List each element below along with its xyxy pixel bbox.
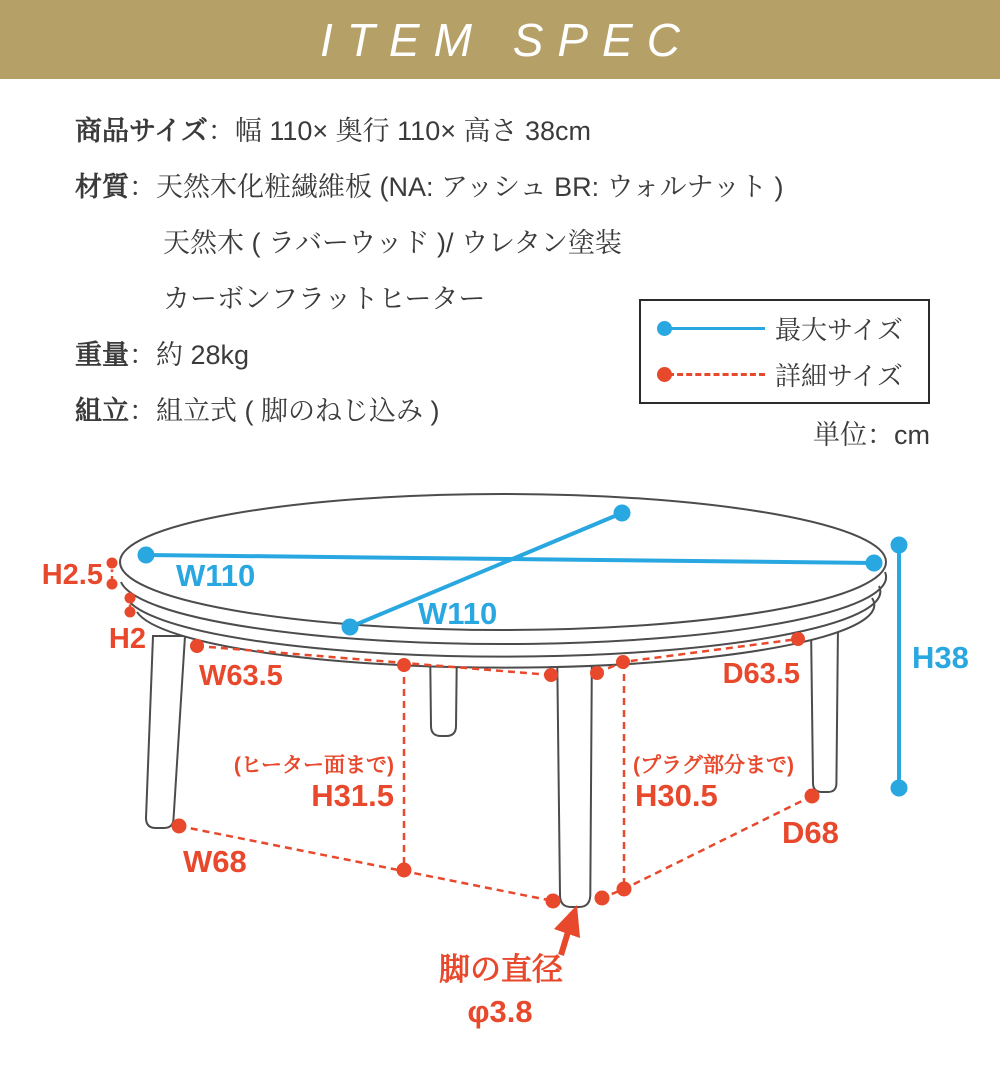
spec-line-material <box>75 172 783 202</box>
leg-diameter-arrow-head <box>554 905 580 938</box>
legend-label-max: 最大サイズ <box>775 315 903 345</box>
dim-dot <box>172 819 187 834</box>
dim-dot <box>397 863 412 878</box>
dim-label-w110-depth: W110 <box>418 596 498 631</box>
dim-label-h38: H38 <box>912 640 969 675</box>
legend-row-max-size <box>641 310 928 347</box>
dim-note-plug-part: (プラグ部分まで) <box>633 754 794 777</box>
dim-dot <box>125 593 136 604</box>
dim-note-heater-surface: (ヒーター面まで) <box>233 754 394 777</box>
spec-value-weight: ：約 28kg <box>129 340 250 370</box>
legend-box <box>639 299 930 404</box>
spec-line-weight <box>75 340 249 370</box>
dim-dot <box>590 666 604 680</box>
table-leg-front <box>557 640 592 907</box>
spec-label-assembly: 組立 <box>75 396 129 426</box>
spec-line-assembly <box>75 396 440 426</box>
spec-line-material-2 <box>163 228 622 258</box>
dim-dot <box>595 891 610 906</box>
dim-dot-blue <box>866 555 883 572</box>
spec-line-material-3 <box>163 284 485 314</box>
table-leg-back-left <box>146 636 185 828</box>
dim-dot <box>190 639 204 653</box>
dim-dot <box>544 668 558 682</box>
table-leg-back-right <box>811 625 838 792</box>
page-title: ITEM SPEC <box>320 13 694 66</box>
dim-dot <box>107 579 118 590</box>
spec-label-material: 材質 <box>75 172 129 202</box>
dim-dot-blue <box>891 537 908 554</box>
spec-value-material-2: 天然木 ( ラバーウッド )/ ウレタン塗装 <box>163 228 622 258</box>
dim-label-d68: D68 <box>782 815 839 850</box>
dim-dot-blue <box>891 780 908 797</box>
legend-label-detail: 詳細サイズ <box>775 361 903 391</box>
dim-label-h30-5: H30.5 <box>635 778 718 813</box>
dim-label-w110-width: W110 <box>176 558 256 593</box>
spec-value-size: ：幅 110× 奥行 110× 高さ 38cm <box>207 116 591 146</box>
leg-diameter-value: φ3.8 <box>467 994 533 1029</box>
header-bar <box>0 0 1000 79</box>
dim-dot-blue <box>138 547 155 564</box>
dim-label-d63-5: D63.5 <box>722 658 800 690</box>
spec-label-weight: 重量 <box>75 340 129 370</box>
spec-value-assembly: ：組立式 ( 脚のねじ込み ) <box>129 396 440 426</box>
dim-label-h31-5: H31.5 <box>311 778 394 813</box>
max-size-line-icon <box>668 327 765 330</box>
dim-dot <box>107 558 118 569</box>
legend-row-detail-size <box>641 356 928 393</box>
kotatsu-dimension-diagram <box>0 440 1000 1073</box>
spec-value-material: ：天然木化粧繊維板 (NA: アッシュ BR: ウォルナット ) <box>129 172 784 202</box>
dim-dot-blue <box>614 505 631 522</box>
dim-dot-blue <box>342 619 359 636</box>
dim-label-h2-5: H2.5 <box>41 559 103 591</box>
detail-size-line-icon <box>668 373 765 376</box>
leg-diameter-label: 脚の直径 <box>439 952 563 987</box>
dim-dot <box>617 882 632 897</box>
dim-label-w63-5: W63.5 <box>199 660 283 692</box>
unit-note: 単位：cm <box>813 420 930 450</box>
dim-dot <box>546 894 561 909</box>
dim-label-h2: H2 <box>108 623 146 655</box>
dim-dot <box>805 789 820 804</box>
dim-label-w68: W68 <box>183 844 247 879</box>
dim-dot <box>791 632 805 646</box>
spec-line-size <box>75 116 591 146</box>
spec-value-material-3: カーボンフラットヒーター <box>163 284 486 314</box>
dim-dot <box>125 607 136 618</box>
spec-label-size: 商品サイズ <box>75 116 208 146</box>
